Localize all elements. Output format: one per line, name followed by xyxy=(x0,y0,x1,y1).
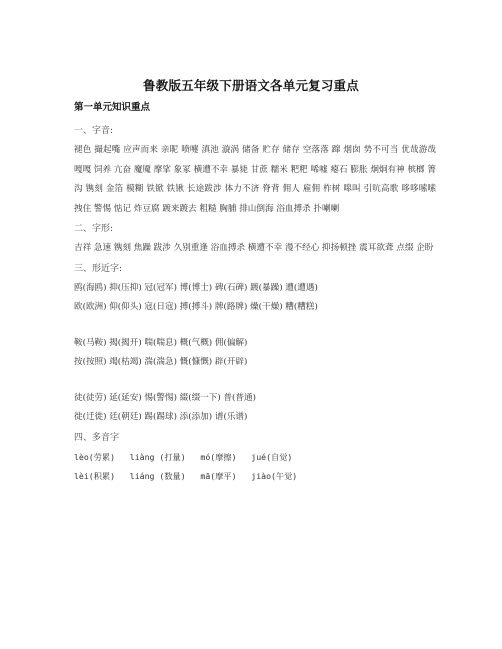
section-heading-xing-jin-zi: 三、形近字: xyxy=(74,263,123,274)
spacer xyxy=(74,373,436,389)
duo-yin-zi-line: lèi(积累) liáng (数量) mā(摩平) jiào(午觉) xyxy=(74,471,298,481)
zi-yin-text: 褪色 撮起嘴 应声而来 亲昵 喷嚏 滇池 漩涡 储备 贮存 储存 空落落 蹿 烟囱 势不可当 优哉游哉 嘎嘎 饲养 亢奋 魔魇 摩挲 象冢 横遭不幸 暴毙 甘蔗 糯米 粑粑 唏嘘 瘪石 膨胀 炯炯有神 槟榔 箐沟 镌刻 金箔 模糊 铁锨 铁锹 长途跋涉 体力不济 脊背 佣人 雇佣 柞树 嗥叫 引吭高歌 哆哆嗦嗦 拽住 警惕 惦记 炸豆腐 踱来踱去 粗糙 胸脯 排山倒海 浴血搏杀 扑喇喇 xyxy=(74,145,436,214)
zi-xing-text: 吉祥 急速 镌刻 焦躁 跋涉 久别重逢 浴血搏杀 横遭不幸 漫不经心 抑扬顿挫 震耳欲聋 点缀 企盼 xyxy=(74,243,434,253)
unit-heading: 第一单元知识重点 xyxy=(74,102,151,113)
xing-jin-zi-line: 欧(欧洲) 仰(仰头) 寇(日寇) 搏(搏斗) 牌(路牌) 燥(干燥) 糟(糟糕) xyxy=(74,302,318,312)
xing-jin-zi-line: 徒(徒劳) 延(延安) 惕(警惕) 綴(缀一下) 普(普通) xyxy=(74,392,256,403)
duo-yin-zi-line: lèo(劳累) liàng (打量) mó(摩擦) jué(自觉) xyxy=(74,451,293,462)
document-title: 鲁教版五年级下册语文各单元复习重点 xyxy=(143,78,359,93)
spacer xyxy=(74,318,436,334)
xing-jin-zi-line: 按(按照) 竭(枯竭) 湍(湍急) 慨(慷慨) 辟(开辟) xyxy=(74,357,248,367)
xing-jin-zi-line: 鸥(海鸥) 抑(压抑) 冠(冠军) 博(博士) 碑(石碑) 踱(暴躁) 遭(遭遇) xyxy=(74,282,318,293)
xing-jin-zi-line: 鞍(马鞍) 揭(揭开) 喘(喘息) 概(气概) 佣(偏解) xyxy=(74,337,248,348)
xing-jin-zi-line: 徙(迁徙) 廷(朝廷) 踢(踢球) 添(添加) 谱(乐谱) xyxy=(74,412,248,422)
section-heading-duo-yin-zi: 四、多音字 xyxy=(74,432,120,443)
document-body xyxy=(74,121,436,487)
section-heading-zi-yin: 一、字音: xyxy=(74,126,114,136)
section-heading-zi-xing: 二、字形: xyxy=(74,224,114,234)
